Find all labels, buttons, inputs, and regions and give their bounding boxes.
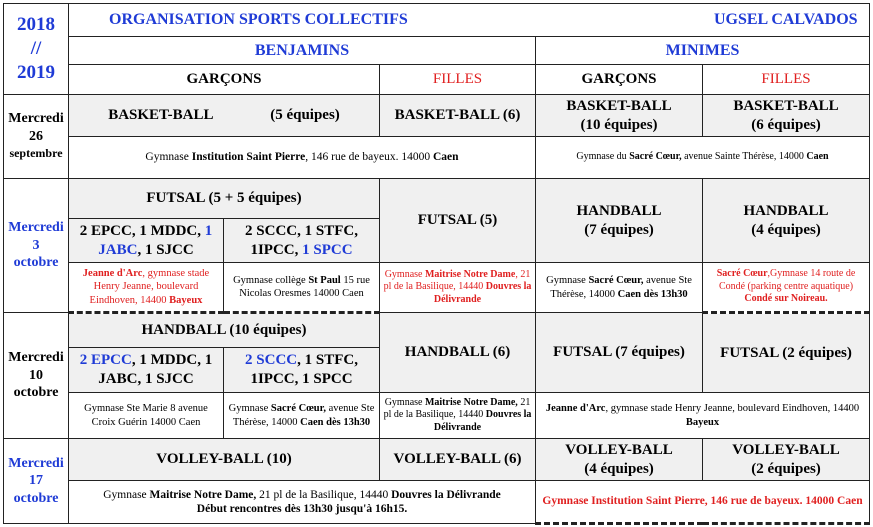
r2-minimes-filles-sport: HANDBALL (4 équipes) bbox=[703, 179, 870, 263]
r4-benjamins-garcons-sport: VOLLEY-BALL (10) bbox=[69, 439, 380, 481]
r3-benjamins-garcons-sport: HANDBALL (10 équipes) bbox=[69, 313, 380, 348]
r3-benjamins-filles-venue: Gymnase Maitrise Notre Dame, 21 pl de la Basilique, 14440 Douvres la Délivrande bbox=[380, 393, 536, 439]
r2-teams-group-a: 2 EPCC, 1 MDDC, 1 JABC, 1 SJCC bbox=[69, 219, 224, 263]
r3-venue-group-a: Gymnase Ste Marie 8 avenue Croix Guérin 14000 Caen bbox=[69, 393, 224, 439]
category-benjamins: BENJAMINS bbox=[69, 37, 536, 65]
r2-minimes-filles-venue: Sacré Cœur,Gymnase 14 route de Condé (parking centre aquatique) Condé sur Noireau. bbox=[703, 263, 870, 313]
r2-teams-group-b: 2 SCCC, 1 STFC, 1IPCC, 1 SPCC bbox=[224, 219, 380, 263]
day-3-octobre: Mercredi 3 octobre bbox=[4, 179, 69, 313]
benjamins-garcons-header: GARÇONS bbox=[69, 65, 380, 95]
r4-minimes-filles-sport: VOLLEY-BALL (2 équipes) bbox=[703, 439, 870, 481]
r4-minimes-garcons-sport: VOLLEY-BALL (4 équipes) bbox=[536, 439, 703, 481]
day-26-septembre: Mercredi 26 septembre bbox=[4, 95, 69, 179]
page-title: ORGANISATION SPORTS COLLECTIFS bbox=[69, 4, 703, 37]
r2-benjamins-filles-sport: FUTSAL (5) bbox=[380, 179, 536, 263]
r3-minimes-venue: Jeanne d'Arc, gymnase stade Henry Jeanne, boulevard Eindhoven, 14400 Bayeux bbox=[536, 393, 870, 439]
r2-minimes-garcons-venue: Gymnase Sacré Cœur, avenue Ste Thérèse, 14000 Caen dès 13h30 bbox=[536, 263, 703, 313]
day-17-octobre: Mercredi 17 octobre bbox=[4, 439, 69, 524]
r3-teams-group-a: 2 EPCC, 1 MDDC, 1 JABC, 1 SJCC bbox=[69, 348, 224, 393]
season-year-start: 2018 bbox=[17, 14, 55, 36]
season-cell bbox=[4, 4, 69, 95]
benjamins-filles-header: FILLES bbox=[380, 65, 536, 95]
r1-minimes-garcons-sport: BASKET-BALL (10 équipes) bbox=[536, 95, 703, 137]
r1-minimes-venue: Gymnase du Sacré Cœur, avenue Sainte Thérèse, 14000 Caen bbox=[536, 137, 870, 179]
r1-benjamins-filles-sport: BASKET-BALL (6) bbox=[380, 95, 536, 137]
r1-minimes-filles-sport: BASKET-BALL (6 équipes) bbox=[703, 95, 870, 137]
season-year-end: 2019 bbox=[17, 61, 55, 83]
r3-benjamins-filles-sport: HANDBALL (6) bbox=[380, 313, 536, 393]
r3-minimes-filles-sport: FUTSAL (2 équipes) bbox=[703, 313, 870, 393]
organization-name: UGSEL CALVADOS bbox=[703, 4, 870, 37]
r4-benjamins-venue: Gymnase Maitrise Notre Dame, 21 pl de la Basilique, 14440 Douvres la Délivrande Début rencontres dès 13h30 jusqu'à 16h15. bbox=[69, 481, 536, 524]
r4-minimes-venue: Gymnase Institution Saint Pierre, 146 rue de bayeux. 14000 Caen bbox=[536, 481, 870, 524]
r1-benjamins-garcons-sport: BASKET-BALL (5 équipes) bbox=[69, 95, 380, 137]
minimes-garcons-header: GARÇONS bbox=[536, 65, 703, 95]
schedule-table bbox=[3, 3, 870, 525]
r2-benjamins-filles-venue: Gymnase Maitrise Notre Dame, 21 pl de la Basilique, 14440 Douvres la Délivrande bbox=[380, 263, 536, 313]
r2-venue-group-b: Gymnase collège St Paul 15 rue Nicolas Oresmes 14000 Caen bbox=[224, 263, 380, 313]
r3-minimes-garcons-sport: FUTSAL (7 équipes) bbox=[536, 313, 703, 393]
r3-teams-group-b: 2 SCCC, 1 STFC, 1IPCC, 1 SPCC bbox=[224, 348, 380, 393]
day-10-octobre: Mercredi 10 octobre bbox=[4, 313, 69, 439]
minimes-filles-header: FILLES bbox=[703, 65, 870, 95]
r3-venue-group-b: Gymnase Sacré Cœur, avenue Ste Thérèse, 14000 Caen dès 13h30 bbox=[224, 393, 380, 439]
r1-benjamins-venue: Gymnase Institution Saint Pierre, 146 rue de bayeux. 14000 Caen bbox=[69, 137, 536, 179]
r4-benjamins-filles-sport: VOLLEY-BALL (6) bbox=[380, 439, 536, 481]
season-separator: // bbox=[30, 38, 42, 60]
category-minimes: MINIMES bbox=[536, 37, 870, 65]
r2-minimes-garcons-sport: HANDBALL (7 équipes) bbox=[536, 179, 703, 263]
r2-benjamins-garcons-sport: FUTSAL (5 + 5 équipes) bbox=[69, 179, 380, 219]
r2-venue-group-a: Jeanne d'Arc, gymnase stade Henry Jeanne, boulevard Eindhoven, 14400 Bayeux bbox=[69, 263, 224, 313]
